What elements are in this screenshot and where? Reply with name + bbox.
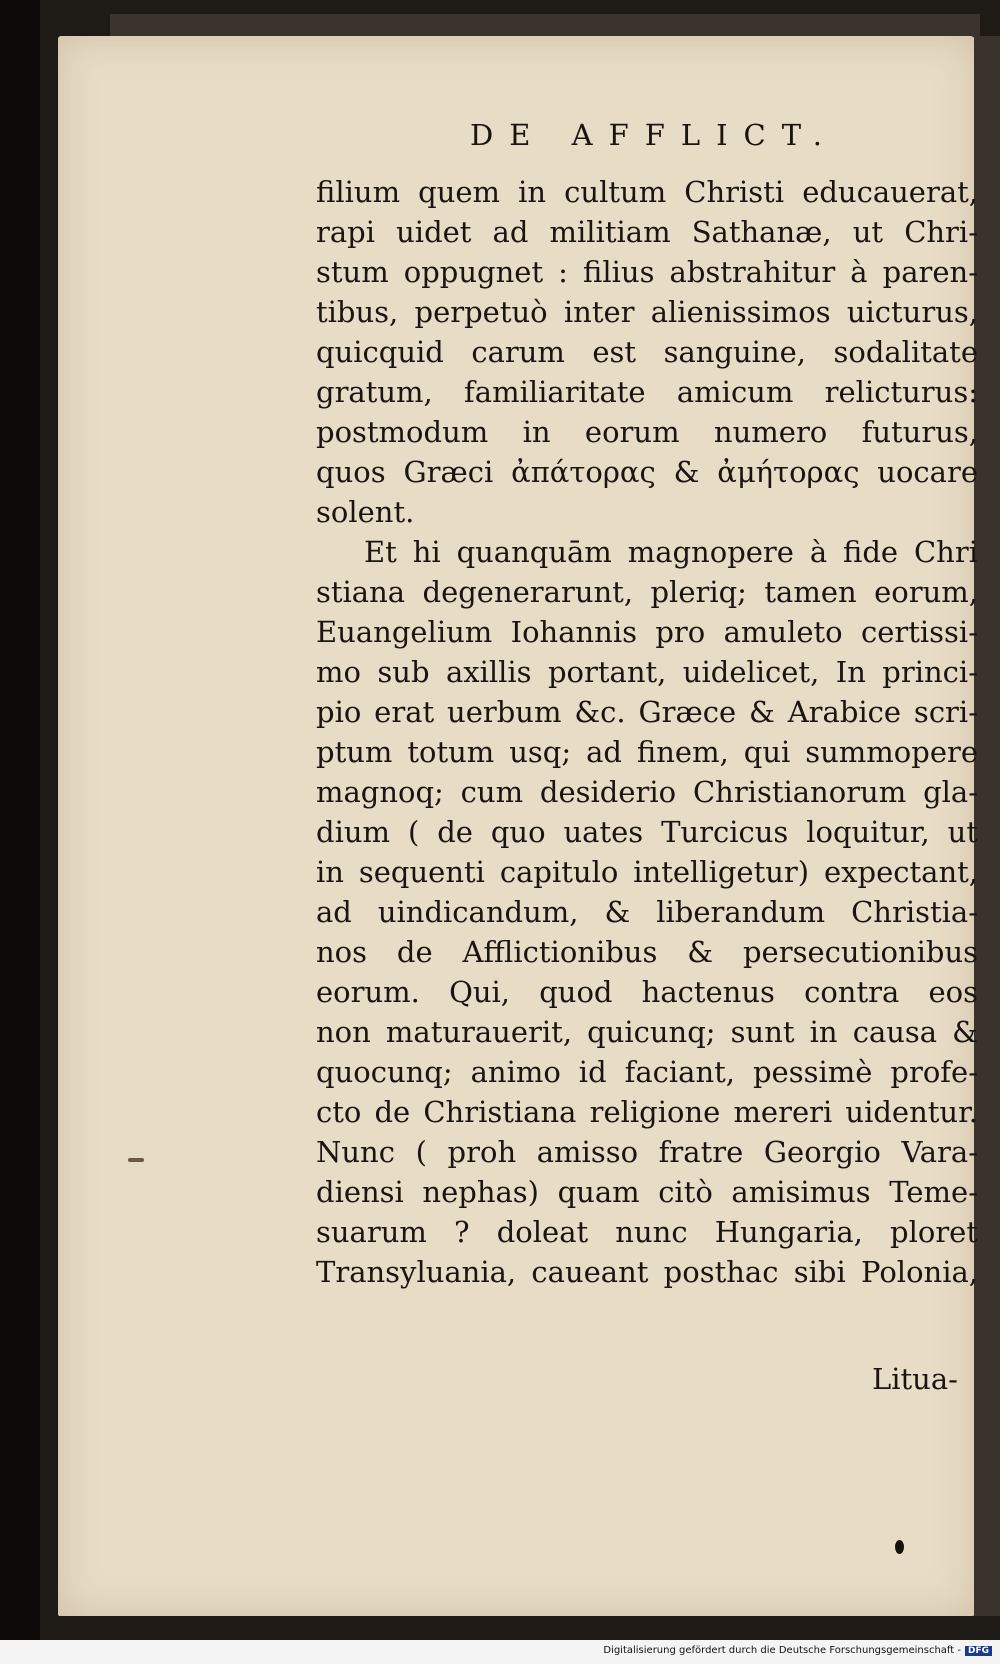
text-line: rapi uidet ad militiam Sathanæ, ut Chri- xyxy=(316,215,978,249)
text-line: gratum, familiaritate amicum relicturus: xyxy=(316,375,978,409)
text-line: ad uindicandum, & liberandum Christia- xyxy=(316,895,978,929)
text-line: solent. xyxy=(316,495,415,529)
text-line: quicquid carum est sanguine, sodalitate xyxy=(316,335,978,369)
text-line: Et hi quanquām magnopere à fide Chri xyxy=(364,535,978,569)
text-line: diensi nephas) quam citò amisimus Teme- xyxy=(316,1175,978,1209)
text-line: pio erat uerbum &c. Græce & Arabice scri- xyxy=(316,695,978,729)
running-head: DE AFFLICT. xyxy=(470,118,839,152)
text-line: tibus, perpetuò inter alienissimos uicturus, xyxy=(316,295,978,329)
text-line: filium quem in cultum Christi educauerat, xyxy=(316,175,978,209)
text-line: quocunq; animo id faciant, pessimè profe- xyxy=(316,1055,978,1089)
catchword: Litua- xyxy=(872,1362,958,1396)
text-line: suarum ? doleat nunc Hungaria, ploret xyxy=(316,1215,978,1249)
text-line: stum oppugnet : filius abstrahitur à paren- xyxy=(316,255,978,289)
text-line: Nunc ( proh amisso fratre Georgio Vara- xyxy=(316,1135,978,1169)
text-line: non maturauerit, quicunq; sunt in causa & xyxy=(316,1015,978,1049)
digitization-credit xyxy=(603,1645,992,1656)
book-binding xyxy=(0,0,40,1640)
text-line: magnoq; cum desiderio Christianorum gla- xyxy=(316,775,978,809)
text-line: Transyluania, caueant posthac sibi Polonia, xyxy=(316,1255,978,1289)
ink-dot xyxy=(895,1540,904,1554)
text-line: quos Græci ἀπάτορας & ἀμήτορας uocare xyxy=(316,455,978,489)
text-line: mo sub axillis portant, uidelicet, In princi- xyxy=(316,655,978,689)
dfg-logo: DFG xyxy=(965,1646,992,1656)
text-line: in sequenti capitulo intelligetur) expectant, xyxy=(316,855,978,889)
text-line: postmodum in eorum numero futurus, xyxy=(316,415,978,449)
text-line: nos de Afflictionibus & persecutionibus xyxy=(316,935,978,969)
text-line: Euangelium Iohannis pro amuleto certissi- xyxy=(316,615,978,649)
text-line: stiana degenerarunt, pleriq; tamen eorum, xyxy=(316,575,978,609)
ink-speck xyxy=(128,1158,144,1162)
text-line: eorum. Qui, quod hactenus contra eos xyxy=(316,975,978,1009)
text-line: ptum totum usq; ad finem, qui summopere xyxy=(316,735,978,769)
text-line: cto de Christiana religione mereri uidentur. xyxy=(316,1095,978,1129)
credit-text: Digitalisierung gefördert durch die Deutsche Forschungsgemeinschaft - xyxy=(603,1645,961,1656)
text-line: dium ( de quo uates Turcicus loquitur, ut xyxy=(316,815,978,849)
